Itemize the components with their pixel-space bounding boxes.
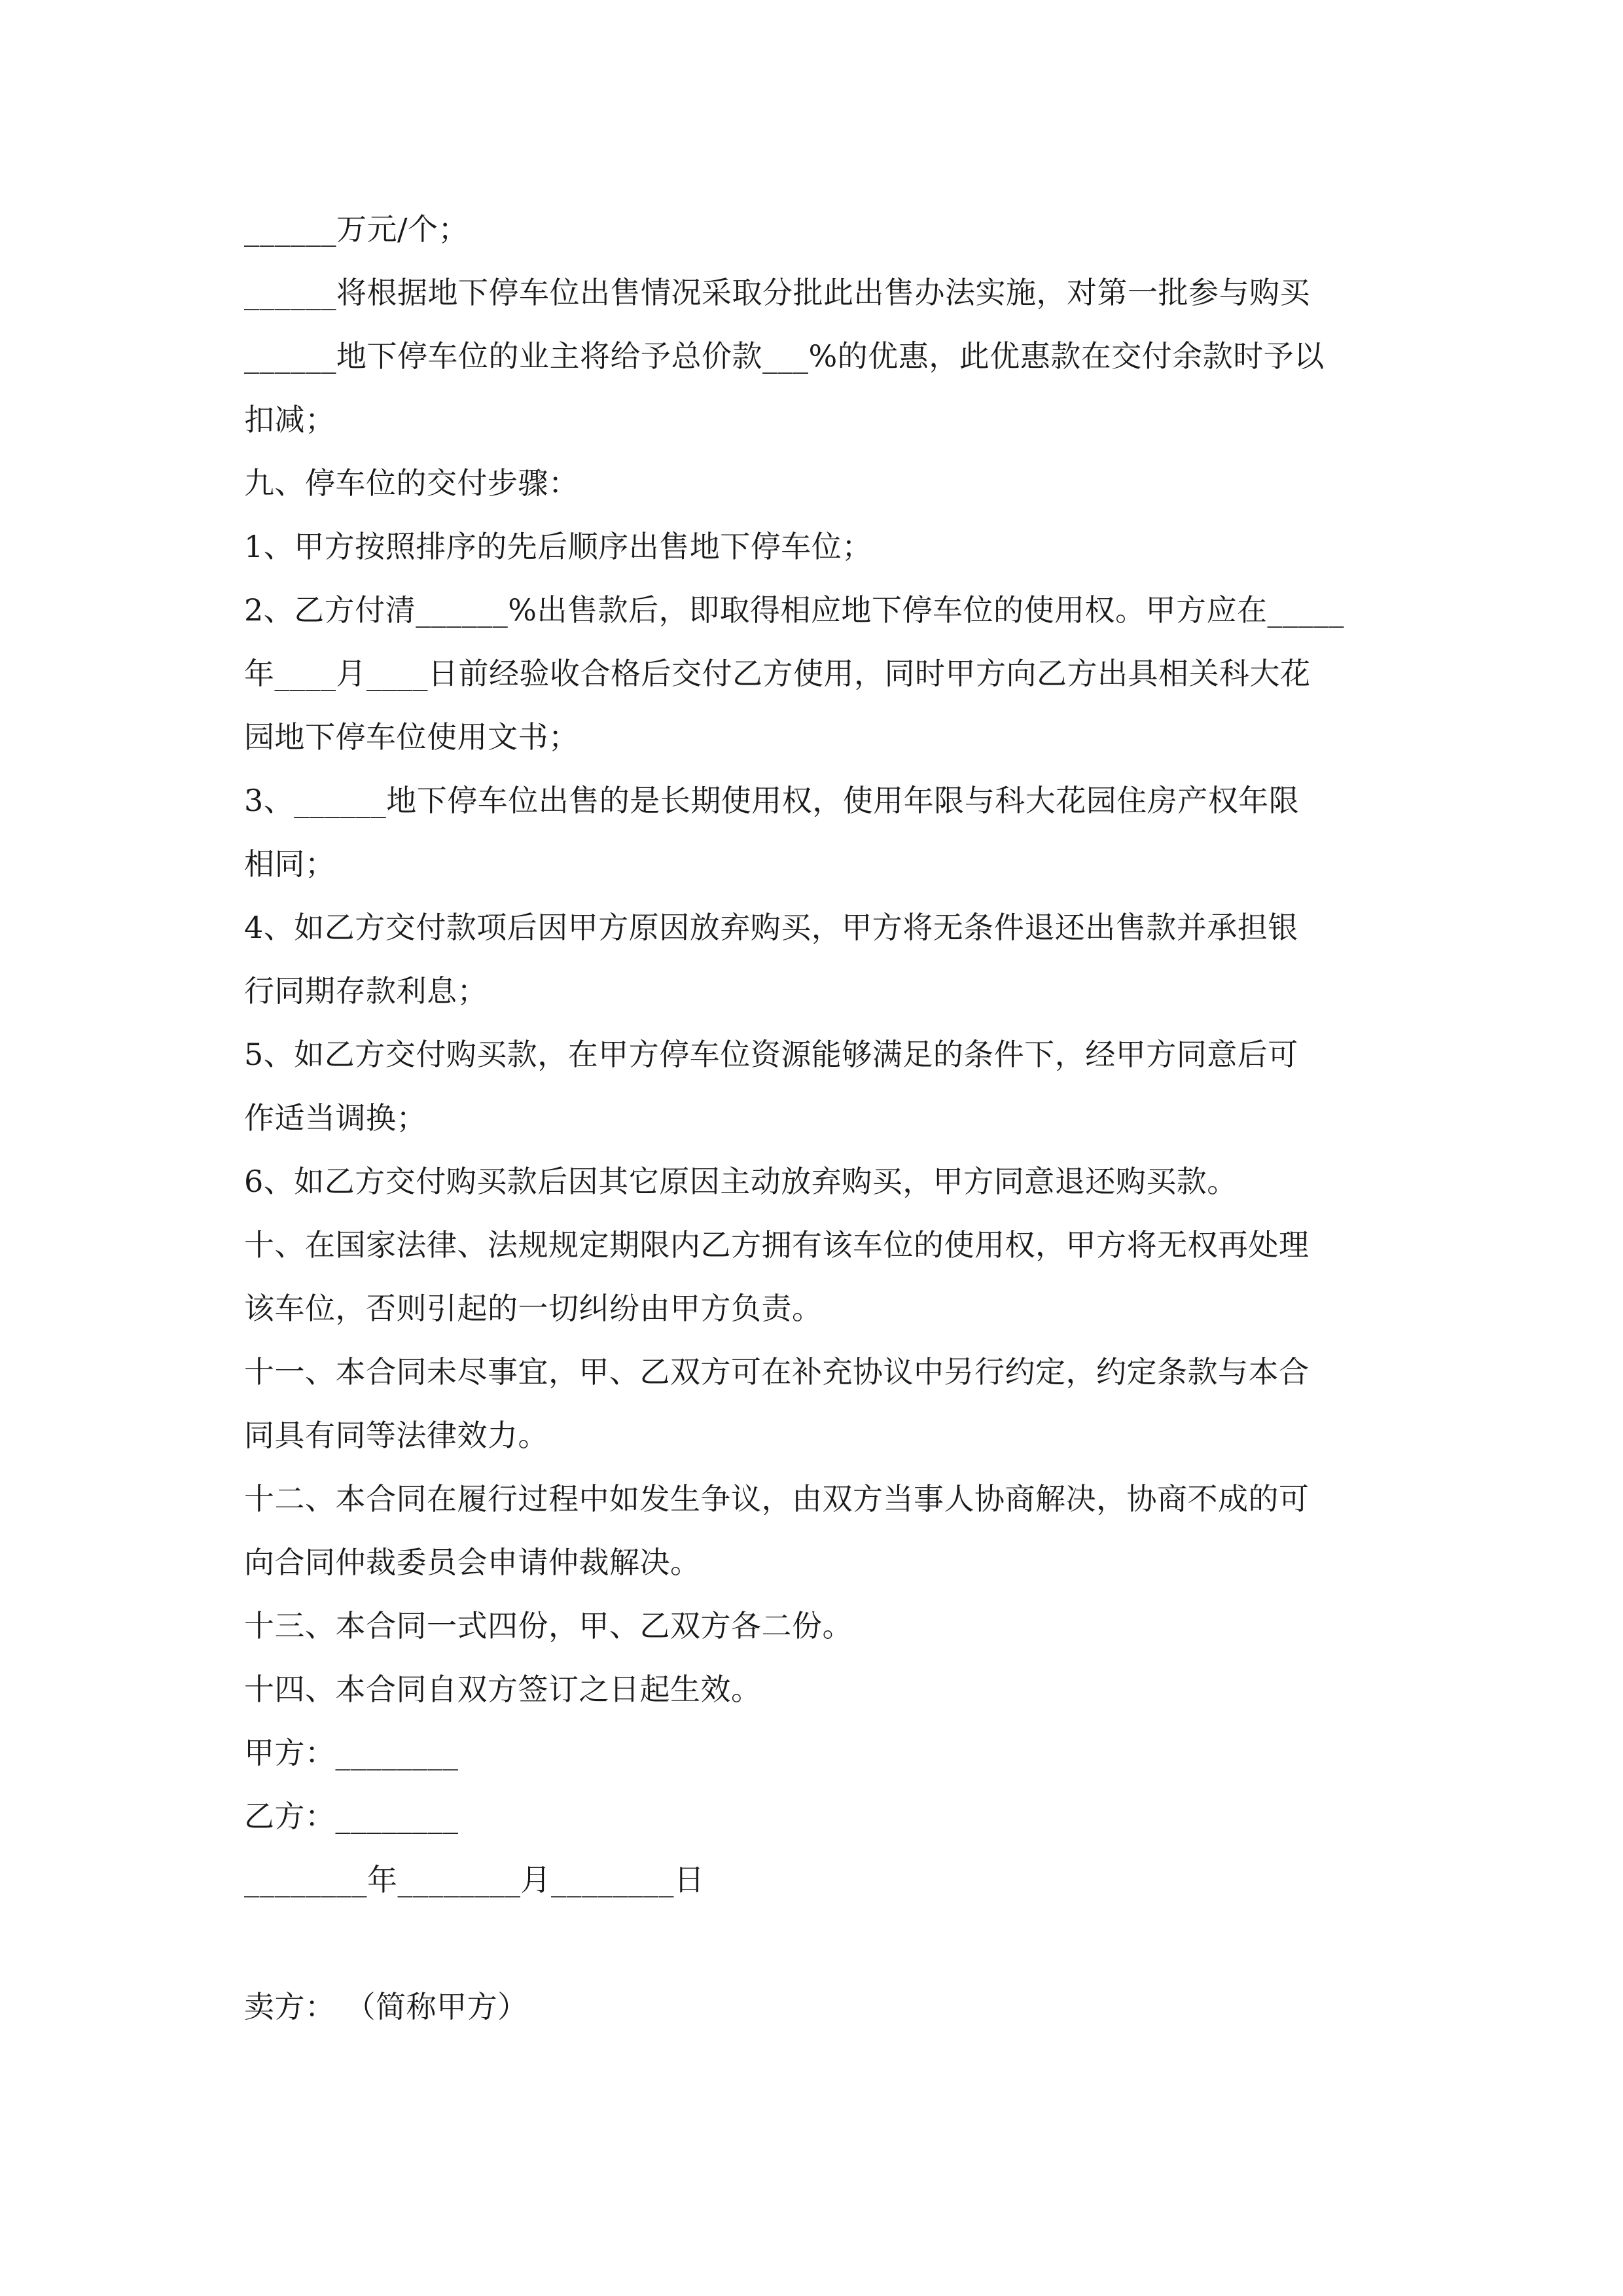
text-line: 5、如乙方交付购买款，在甲方停车位资源能够满足的条件下，经甲方同意后可	[244, 1037, 1298, 1072]
text-line: 1、甲方按照排序的先后顺序出售地下停车位；	[244, 529, 872, 564]
text-line: ______将根据地下停车位出售情况采取分批此出售办法实施，对第一批参与购买	[244, 275, 1310, 310]
text-line: 6、如乙方交付购买款后因其它原因主动放弃购买，甲方同意退还购买款。	[244, 1164, 1238, 1199]
section-heading: 十四、本合同自双方签订之日起生效。	[244, 1672, 762, 1707]
section-heading: 十二、本合同在履行过程中如发生争议，由双方当事人协商解决，协商不成的可	[244, 1481, 1310, 1516]
section-heading: 十、在国家法律、法规规定期限内乙方拥有该车位的使用权，甲方将无权再处理	[244, 1227, 1310, 1263]
section-heading: 九、停车位的交付步骤：	[244, 465, 579, 501]
spacer	[244, 1912, 1380, 1975]
text-line: 行同期存款利息；	[244, 973, 488, 1009]
text-line: 该车位，否则引起的一切纠纷由甲方负责。	[244, 1291, 823, 1326]
text-line: 扣减；	[244, 402, 336, 437]
text-line: 作适当调换；	[244, 1100, 427, 1136]
text-line: 年____月____日前经验收合格后交付乙方使用，同时甲方向乙方出具相关科大花	[244, 656, 1311, 691]
text-line: ______万元/个；	[244, 211, 469, 247]
text-line: 向合同仲裁委员会申请仲裁解决。	[244, 1545, 701, 1580]
contract-body	[244, 198, 1380, 2039]
text-line: 2、乙方付清______%出售款后，即取得相应地下停车位的使用权。甲方应在_____	[244, 592, 1344, 628]
seller-line: 卖方： （简称甲方）	[244, 1989, 528, 2024]
text-line: 相同；	[244, 846, 336, 882]
text-line: 3、______地下停车位出售的是长期使用权，使用年限与科大花园住房产权年限	[244, 783, 1300, 818]
section-heading: 十一、本合同未尽事宜，甲、乙双方可在补充协议中另行约定，约定条款与本合	[244, 1354, 1310, 1390]
date-line: ________年________月________日	[244, 1862, 705, 1897]
text-line: 园地下停车位使用文书；	[244, 719, 579, 755]
text-line: ______地下停车位的业主将给予总价款___%的优惠，此优惠款在交付余款时予以	[244, 338, 1325, 374]
party-a-signature-line: 甲方：________	[244, 1735, 459, 1770]
party-b-signature-line: 乙方：________	[244, 1799, 459, 1834]
text-line: 4、如乙方交付款项后因甲方原因放弃购买，甲方将无条件退还出售款并承担银	[244, 910, 1298, 945]
section-heading: 十三、本合同一式四份，甲、乙双方各二份。	[244, 1608, 853, 1643]
text-line: 同具有同等法律效力。	[244, 1418, 548, 1453]
